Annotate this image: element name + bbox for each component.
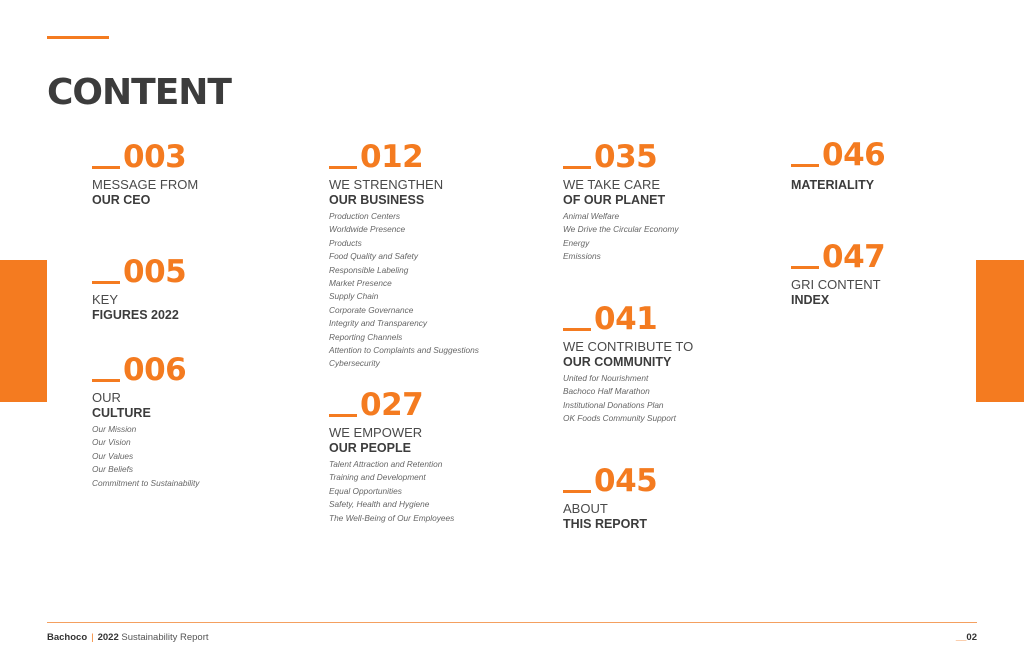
subtopic-item[interactable]: The Well-Being of Our Employees (329, 512, 455, 523)
section-title-line2: MATERIALITY (791, 178, 875, 192)
number-dash (563, 490, 591, 493)
subtopic-item[interactable]: Our Beliefs (92, 464, 134, 475)
subtopic-item[interactable]: We Drive the Circular Economy (563, 224, 679, 235)
number-dash (92, 379, 120, 382)
footer-year: 2022 (97, 632, 119, 643)
subtopic-item[interactable]: Corporate Governance (329, 304, 414, 315)
footer-report-title (47, 632, 209, 643)
footer-brand: Bachoco (47, 632, 88, 643)
subtopic-item[interactable]: OK Foods Community Support (563, 413, 676, 424)
toc-section-key-figures[interactable] (92, 250, 302, 323)
section-title-line2: THIS REPORT (563, 517, 648, 531)
subtopic-item[interactable]: Integrity and Transparency (329, 318, 428, 329)
subtopic-item[interactable]: Safety, Health and Hygiene (329, 499, 430, 510)
subtopic-item[interactable]: Supply Chain (329, 291, 379, 302)
subtopic-item[interactable]: Our Mission (92, 424, 137, 434)
footer-rule (47, 622, 977, 623)
subtopic-list (92, 423, 302, 490)
subtopic-item[interactable]: Talent Attraction and Retention (329, 459, 443, 469)
toc-section-community[interactable] (563, 297, 773, 426)
subtopic-item[interactable]: Our Values (92, 450, 134, 461)
section-title-line2: OUR PEOPLE (329, 441, 411, 455)
subtopic-item[interactable]: Animal Welfare (563, 211, 620, 221)
subtopic-item[interactable]: Commitment to Sustainability (92, 477, 200, 488)
section-title-line1: GRI CONTENT (791, 277, 881, 292)
footer-separator: | (91, 632, 94, 643)
number-dash (563, 166, 591, 169)
subtopic-item[interactable]: Production Centers (329, 211, 401, 221)
section-title-line1: WE TAKE CARE (563, 177, 661, 192)
section-title-line2: CULTURE (92, 406, 151, 420)
section-title-line1: KEY (92, 292, 119, 307)
section-title-line2: OUR CEO (92, 193, 151, 207)
section-number: 046 (822, 137, 886, 173)
subtopic-item[interactable]: Institutional Donations Plan (563, 399, 664, 410)
section-title-line2: INDEX (791, 293, 830, 307)
section-title-line2: OUR BUSINESS (329, 193, 425, 207)
subtopic-list (563, 372, 773, 426)
section-number: 003 (123, 139, 187, 175)
section-number: 012 (360, 139, 424, 175)
subtopic-item[interactable]: Equal Opportunities (329, 485, 402, 496)
subtopic-list (563, 210, 773, 264)
section-number: 027 (360, 387, 424, 423)
subtopic-item[interactable]: Attention to Complaints and Suggestions (329, 345, 479, 356)
subtopic-item[interactable]: Bachoco Half Marathon (563, 386, 650, 397)
section-number: 041 (594, 301, 658, 337)
subtopic-item[interactable]: Training and Development (329, 472, 426, 483)
subtopic-list (329, 210, 539, 371)
section-number: 035 (594, 139, 658, 175)
section-title-line2: OUR COMMUNITY (563, 355, 672, 369)
number-dash (791, 164, 819, 167)
toc-section-planet[interactable] (563, 135, 773, 264)
section-title-line1: WE EMPOWER (329, 425, 423, 440)
subtopic-list (329, 458, 539, 525)
section-number: 045 (594, 463, 658, 499)
page-number: 02 (966, 632, 977, 643)
section-title-line1: ABOUT (563, 501, 608, 516)
section-title-line1: WE STRENGTHEN (329, 177, 444, 192)
subtopic-item[interactable]: Responsible Labeling (329, 264, 409, 275)
subtopic-item[interactable]: Food Quality and Safety (329, 251, 419, 262)
section-title-line1: MESSAGE FROM (92, 177, 199, 192)
left-side-tab (0, 260, 47, 402)
number-dash (563, 328, 591, 331)
toc-section-culture[interactable] (92, 348, 302, 490)
subtopic-item[interactable]: Market Presence (329, 278, 392, 289)
footer-page-number (956, 632, 977, 643)
page-title: CONTENT (47, 72, 231, 113)
number-dash (329, 414, 357, 417)
number-dash (92, 166, 120, 169)
footer-report-name: Sustainability Report (121, 632, 209, 643)
toc-section-people[interactable] (329, 383, 539, 525)
title-accent-rule (47, 36, 109, 39)
subtopic-item[interactable]: Cybersecurity (329, 358, 380, 369)
page-number-dash: __ (955, 632, 967, 643)
toc-section-ceo[interactable] (92, 135, 302, 208)
subtopic-item[interactable]: Worldwide Presence (329, 224, 406, 235)
subtopic-item[interactable]: Energy (563, 237, 590, 248)
toc-section-materiality[interactable] (791, 133, 1001, 193)
section-title-line1: WE CONTRIBUTE TO (563, 339, 694, 354)
section-title-line1: OUR (92, 390, 121, 405)
toc-section-report[interactable] (563, 459, 773, 532)
section-number: 047 (822, 239, 886, 275)
toc-section-business[interactable] (329, 135, 539, 371)
subtopic-item[interactable]: Emissions (563, 251, 601, 262)
subtopic-item[interactable]: United for Nourishment (563, 373, 649, 383)
number-dash (92, 281, 120, 284)
section-number: 005 (123, 254, 187, 290)
subtopic-item[interactable]: Reporting Channels (329, 331, 403, 342)
number-dash (791, 266, 819, 269)
section-number: 006 (123, 352, 187, 388)
toc-section-gri[interactable] (791, 235, 1001, 308)
number-dash (329, 166, 357, 169)
subtopic-item[interactable]: Products (329, 237, 362, 248)
section-title-line2: OF OUR PLANET (563, 193, 666, 207)
subtopic-item[interactable]: Our Vision (92, 437, 131, 448)
section-title-line2: FIGURES 2022 (92, 308, 179, 322)
